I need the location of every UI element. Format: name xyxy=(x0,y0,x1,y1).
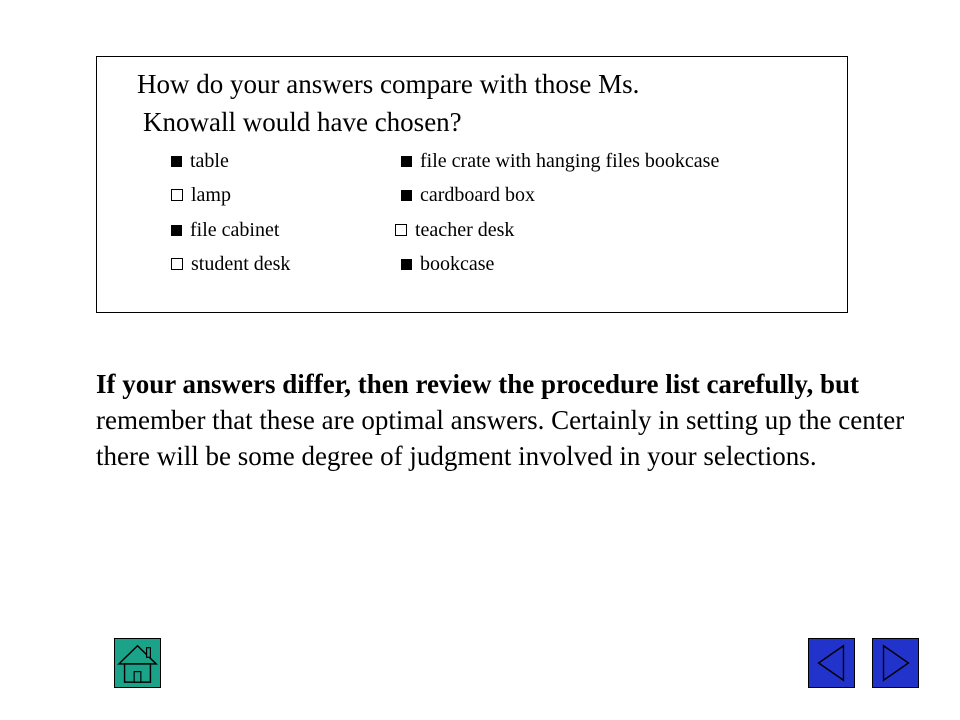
next-arrow-icon xyxy=(873,639,918,687)
question-line-1: How do your answers compare with those Ms. xyxy=(137,69,640,99)
answer-item-file-cabinet xyxy=(171,218,279,242)
review-paragraph xyxy=(96,366,916,474)
answer-item-label: cardboard box xyxy=(420,184,535,206)
answer-item-cardboard-box xyxy=(401,183,535,207)
answer-item-file-crate xyxy=(401,149,719,173)
answer-item-label: file crate with hanging files bookcase xyxy=(420,150,720,172)
empty-square-icon xyxy=(395,224,407,236)
question-text xyxy=(137,65,817,141)
answer-item-lamp xyxy=(171,183,231,207)
filled-square-icon xyxy=(171,225,182,236)
answer-item-bookcase xyxy=(401,252,494,276)
home-icon xyxy=(115,639,160,687)
next-button[interactable] xyxy=(872,638,919,688)
answer-item-label: file cabinet xyxy=(190,219,280,241)
previous-button[interactable] xyxy=(808,638,855,688)
previous-arrow-icon xyxy=(809,639,854,687)
answer-box xyxy=(96,56,848,313)
answer-item-table xyxy=(171,149,229,173)
filled-square-icon xyxy=(171,156,182,167)
answer-item-label: student desk xyxy=(191,253,291,275)
answer-item-teacher-desk xyxy=(395,218,514,242)
empty-square-icon xyxy=(171,258,183,270)
filled-square-icon xyxy=(401,259,412,270)
answer-item-label: table xyxy=(190,150,229,172)
home-button[interactable] xyxy=(114,638,161,688)
answer-item-label: bookcase xyxy=(420,253,495,275)
answer-item-label: lamp xyxy=(191,184,231,206)
question-line-2: Knowall would have chosen? xyxy=(143,107,462,137)
empty-square-icon xyxy=(171,189,183,201)
filled-square-icon xyxy=(401,190,412,201)
filled-square-icon xyxy=(401,156,412,167)
answer-item-student-desk xyxy=(171,252,290,276)
review-paragraph-normal: remember that these are optimal answers. Certainly in setting up the center there will be some degree of judgment involved in your selections. xyxy=(96,405,905,471)
review-paragraph-bold: If your answers differ, then review the procedure list carefully, but xyxy=(96,369,859,399)
answer-item-label: teacher desk xyxy=(415,219,515,241)
